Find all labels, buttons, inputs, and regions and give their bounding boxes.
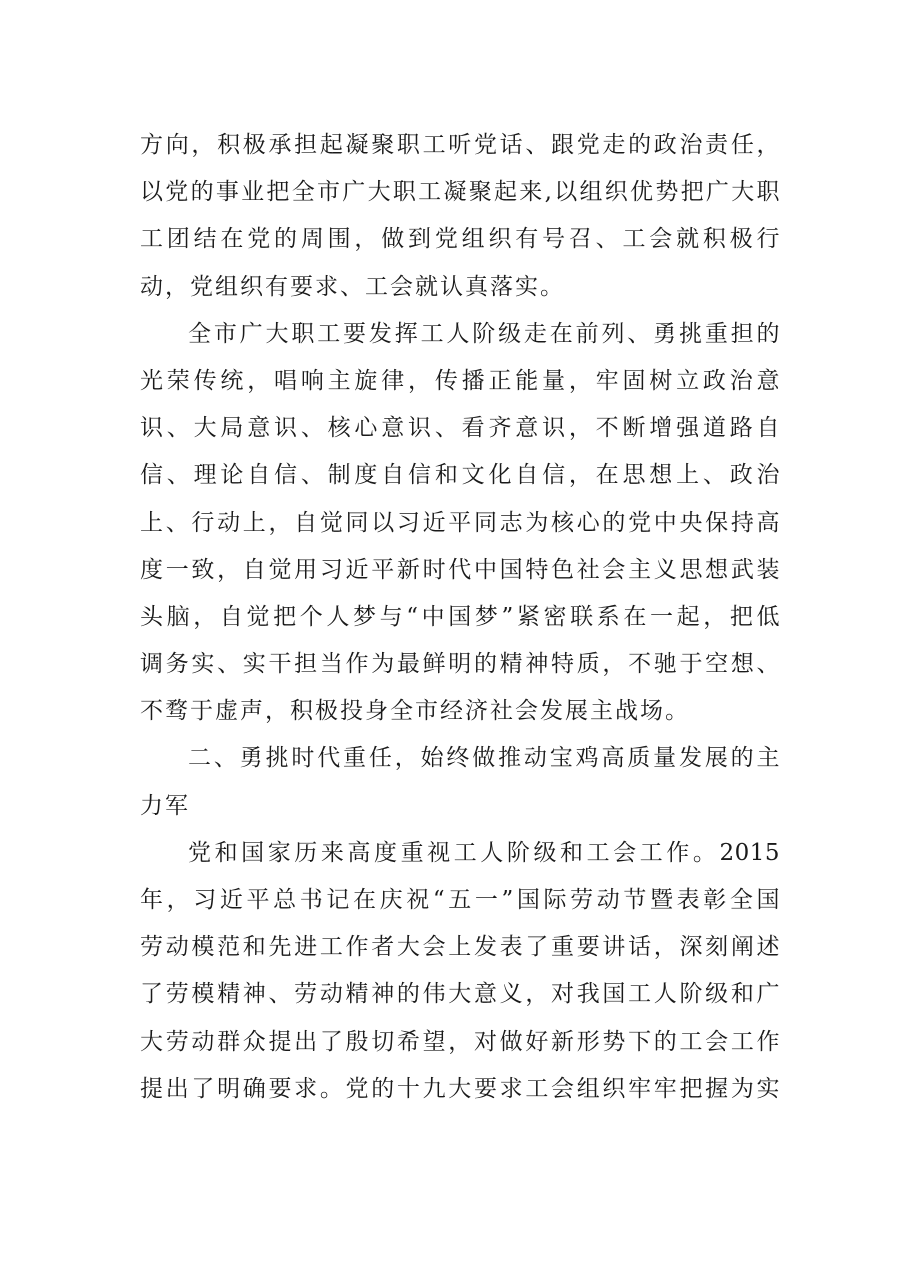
paragraph-1-line-4: 动，党组织有要求、工会就认真落实。 <box>140 273 565 300</box>
section-heading-line-1: 二、勇挑时代重任，始终做推动宝鸡高质量发展的主 <box>188 745 780 772</box>
paragraph-3-line-3: 劳动模范和先进工作者大会上发表了重要讲话，深刻阐述 <box>140 934 780 961</box>
paragraph-2-line-7: 头脑，自觉把个人梦与“中国梦”紧密联系在一起，把低 <box>140 603 780 630</box>
paragraph-3-line-2: 年，习近平总书记在庆祝“五一”国际劳动节暨表彰全国 <box>140 887 780 913</box>
paragraph-2-line-2: 光荣传统，唱响主旋律，传播正能量，牢固树立政治意 <box>140 367 780 394</box>
paragraph-2-line-4: 信、理论自信、制度自信和文化自信，在思想上、政治 <box>140 462 780 489</box>
paragraph-2-line-9: 不骛于虚声，积极投身全市经济社会发展主战场。 <box>140 698 690 725</box>
paragraph-2-line-6: 度一致，自觉用习近平新时代中国特色社会主义思想武装 <box>140 556 780 583</box>
paragraph-3-line-5: 大劳动群众提出了殷切希望，对做好新形势下的工会工作 <box>140 1028 780 1055</box>
paragraph-2-line-8: 调务实、实干担当作为最鲜明的精神特质，不驰于空想、 <box>140 651 780 678</box>
paragraph-3-line-1: 党和国家历来高度重视工人阶级和工会工作。2015 <box>188 839 780 866</box>
paragraph-1-line-2: 以党的事业把全市广大职工凝聚起来,以组织优势把广大职 <box>140 179 780 206</box>
paragraph-2-line-5: 上、行动上，自觉同以习近平同志为核心的党中央保持高 <box>140 509 780 536</box>
paragraph-3-line-4: 了劳模精神、劳动精神的伟大意义，对我国工人阶级和广 <box>140 981 780 1008</box>
paragraph-2-line-3: 识、大局意识、核心意识、看齐意识，不断增强道路自 <box>140 415 780 442</box>
paragraph-3-line-6: 提出了明确要求。党的十九大要求工会组织牢牢把握为实 <box>140 1075 780 1102</box>
paragraph-1-line-3: 工团结在党的周围，做到党组织有号召、工会就积极行 <box>140 226 780 253</box>
section-heading-line-2: 力军 <box>140 792 190 819</box>
body-text <box>140 122 780 1113</box>
paragraph-1-line-1: 方向，积极承担起凝聚职工听党话、跟党走的政治责任， <box>140 132 780 158</box>
paragraph-2-line-1: 全市广大职工要发挥工人阶级走在前列、勇挑重担的 <box>188 320 780 347</box>
